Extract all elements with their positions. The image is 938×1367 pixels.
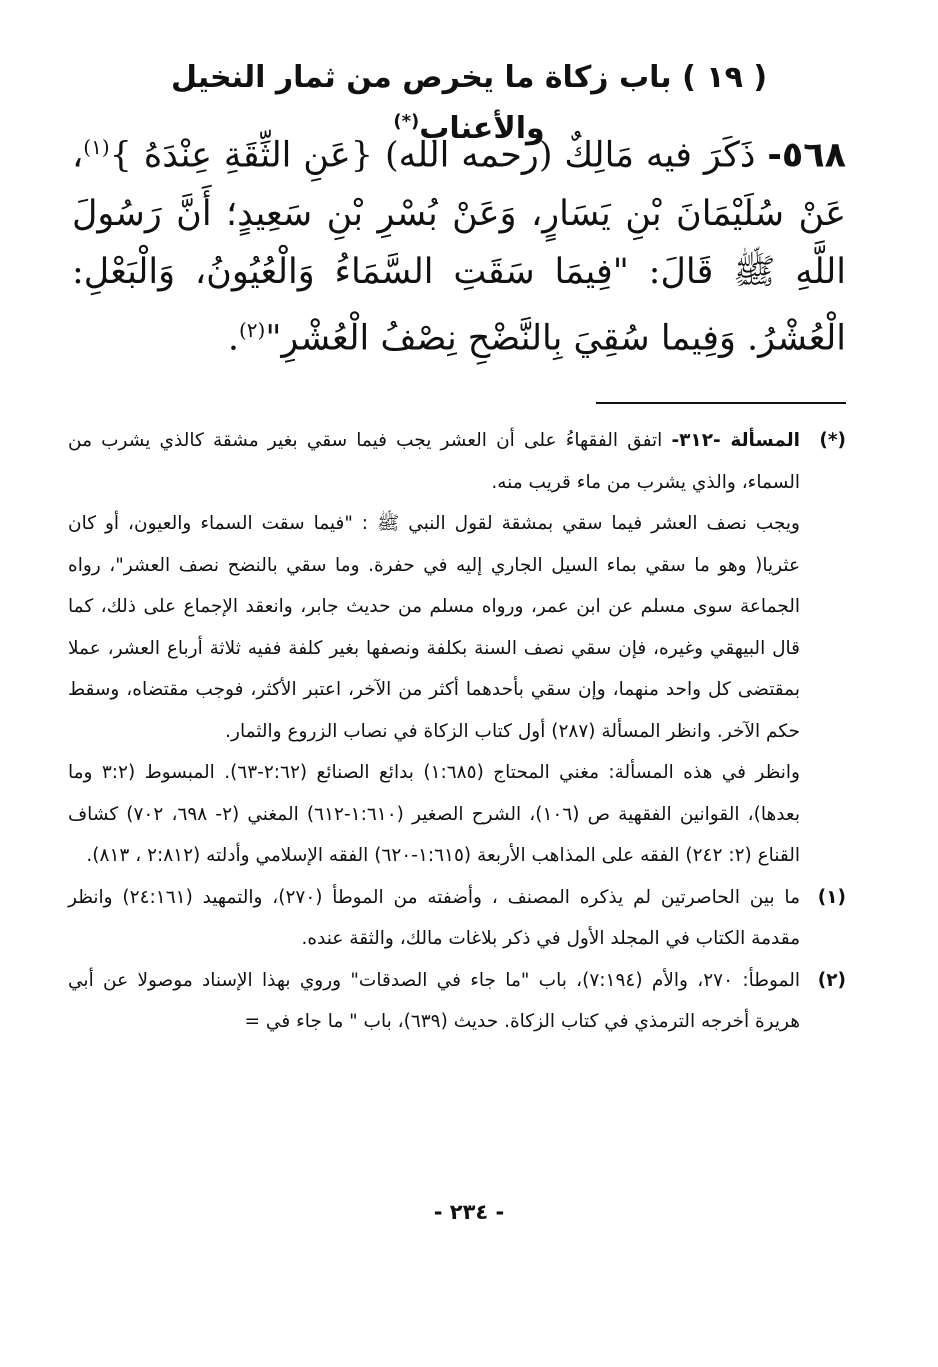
page-number: - ٢٣٤ - [433,1200,505,1224]
footnote-paragraph: ما بين الحاصرتين لم يذكره المصنف ، وأضفته من الموطأ (٢٧٠)، والتمهيد (٢٤:١٦١) وانظر مقدمة الكتاب في المجلد الأول في ذكر بلاغات مالك، والثقة عنده. [68,886,800,949]
footnote-mark: (*) [819,430,846,451]
footnotes [68,420,846,1043]
footnote-ref-2: (٢) [238,317,266,342]
footnote-1 [68,877,846,960]
hadith-text-part-3: . [227,318,239,359]
hadith-text [72,118,846,367]
footnote-mark: (٢) [817,969,846,991]
hadith-text-part-2: ، عَنْ سُلَيْمَانَ بْنِ يَسَارٍ، وَعَنْ بُسْرِ بْنِ سَعِيدٍ؛ أَنَّ رَسُولَ اللَّهِ ﷺ قَالَ: "فِيمَا سَقَتِ السَّمَاءُ وَالْعُيُونُ، وَالْبَعْلِ: الْعُشْرُ. وَفِيما سُقِيَ بِالنَّضْحِ نِصْفُ الْعُشْرِ" [72,135,846,359]
footnote-star [68,420,846,877]
footnote-mark: (١) [817,886,846,908]
chapter-heading-text: ( ١٩ ) باب زكاة ما يخرص من ثمار النخيل والأعناب [170,60,768,146]
footnote-ref-1: (١) [83,135,110,159]
hadith-text-part-1: ذَكَرَ فيه مَالِكٌ (رحمه الله) {عَنِ الثِّقَةِ عِنْدَهُ } [109,135,756,176]
footnote-2 [68,960,846,1043]
footnote-divider [596,402,846,404]
footnote-text: اتفق الفقهاءُ على أن العشر يجب فيما سقي بغير مشقة كالذي يشرب من السماء، والذي يشرب من ماء قريب منه. [68,430,800,493]
hadith-number: ٥٦٨- [767,135,846,176]
heading-note-mark: (*) [393,111,420,132]
footnote-paragraph: ويجب نصف العشر فيما سقي بمشقة لقول النبي ﷺ : "فيما سقت السماء والعيون، أو كان عثريا( وهو ما سقي بماء السيل الجاري إليه في حفرة. وما سقي بالنضح نصف العشر"، رواه الجماعة سوى مسلم عن ابن عمر، ورواه مسلم من حديث جابر، وانعقد الإجماع على ذلك، كما قال البيهقي وغيره، فإن سقي نصف السنة بكلفة ونصفها بغير كلفة ففيه ثلاثة أرباع العشر، عملا بمقتضى كل واحد منهما، وإن سقي بأحدهما أكثر من الآخر، اعتبر الأكثر، فوجب مقتضاه، وسقط حكم الآخر. وانظر المسألة (٢٨٧) أول كتاب الزكاة في نصاب الزروع والثمار. [68,513,800,742]
footnote-paragraph: الموطأ: ٢٧٠، والأم (٧:١٩٤)، باب "ما جاء في الصدقات" وروي بهذا الإسناد موصولا عن أبي هريرة أخرجه الترمذي في كتاب الزكاة. حديث (٦٣٩)، باب " ما جاء في = [68,969,800,1032]
footnote-paragraph: وانظر في هذه المسألة: مغني المحتاج (١:٦٨٥) بدائع الصنائع (٢:٦٢-٦٣). المبسوط (٣:٢ وما بعدها)، القوانين الفقهية ص (١٠٦)، الشرح الصغير (١:٦١٠-٦١٢) المغني (٢- ٦٩٨، ٧٠٢) كشاف القناع (٢: ٢٤٢) الفقه على المذاهب الأربعة (١:٦١٥-٦٢٠) الفقه الإسلامي وأدلته (٢:٨١٢ ، ٨١٣). [68,762,800,866]
footnote-paragraph [68,420,800,503]
masala-label: المسألة -٣١٢- [671,430,801,451]
